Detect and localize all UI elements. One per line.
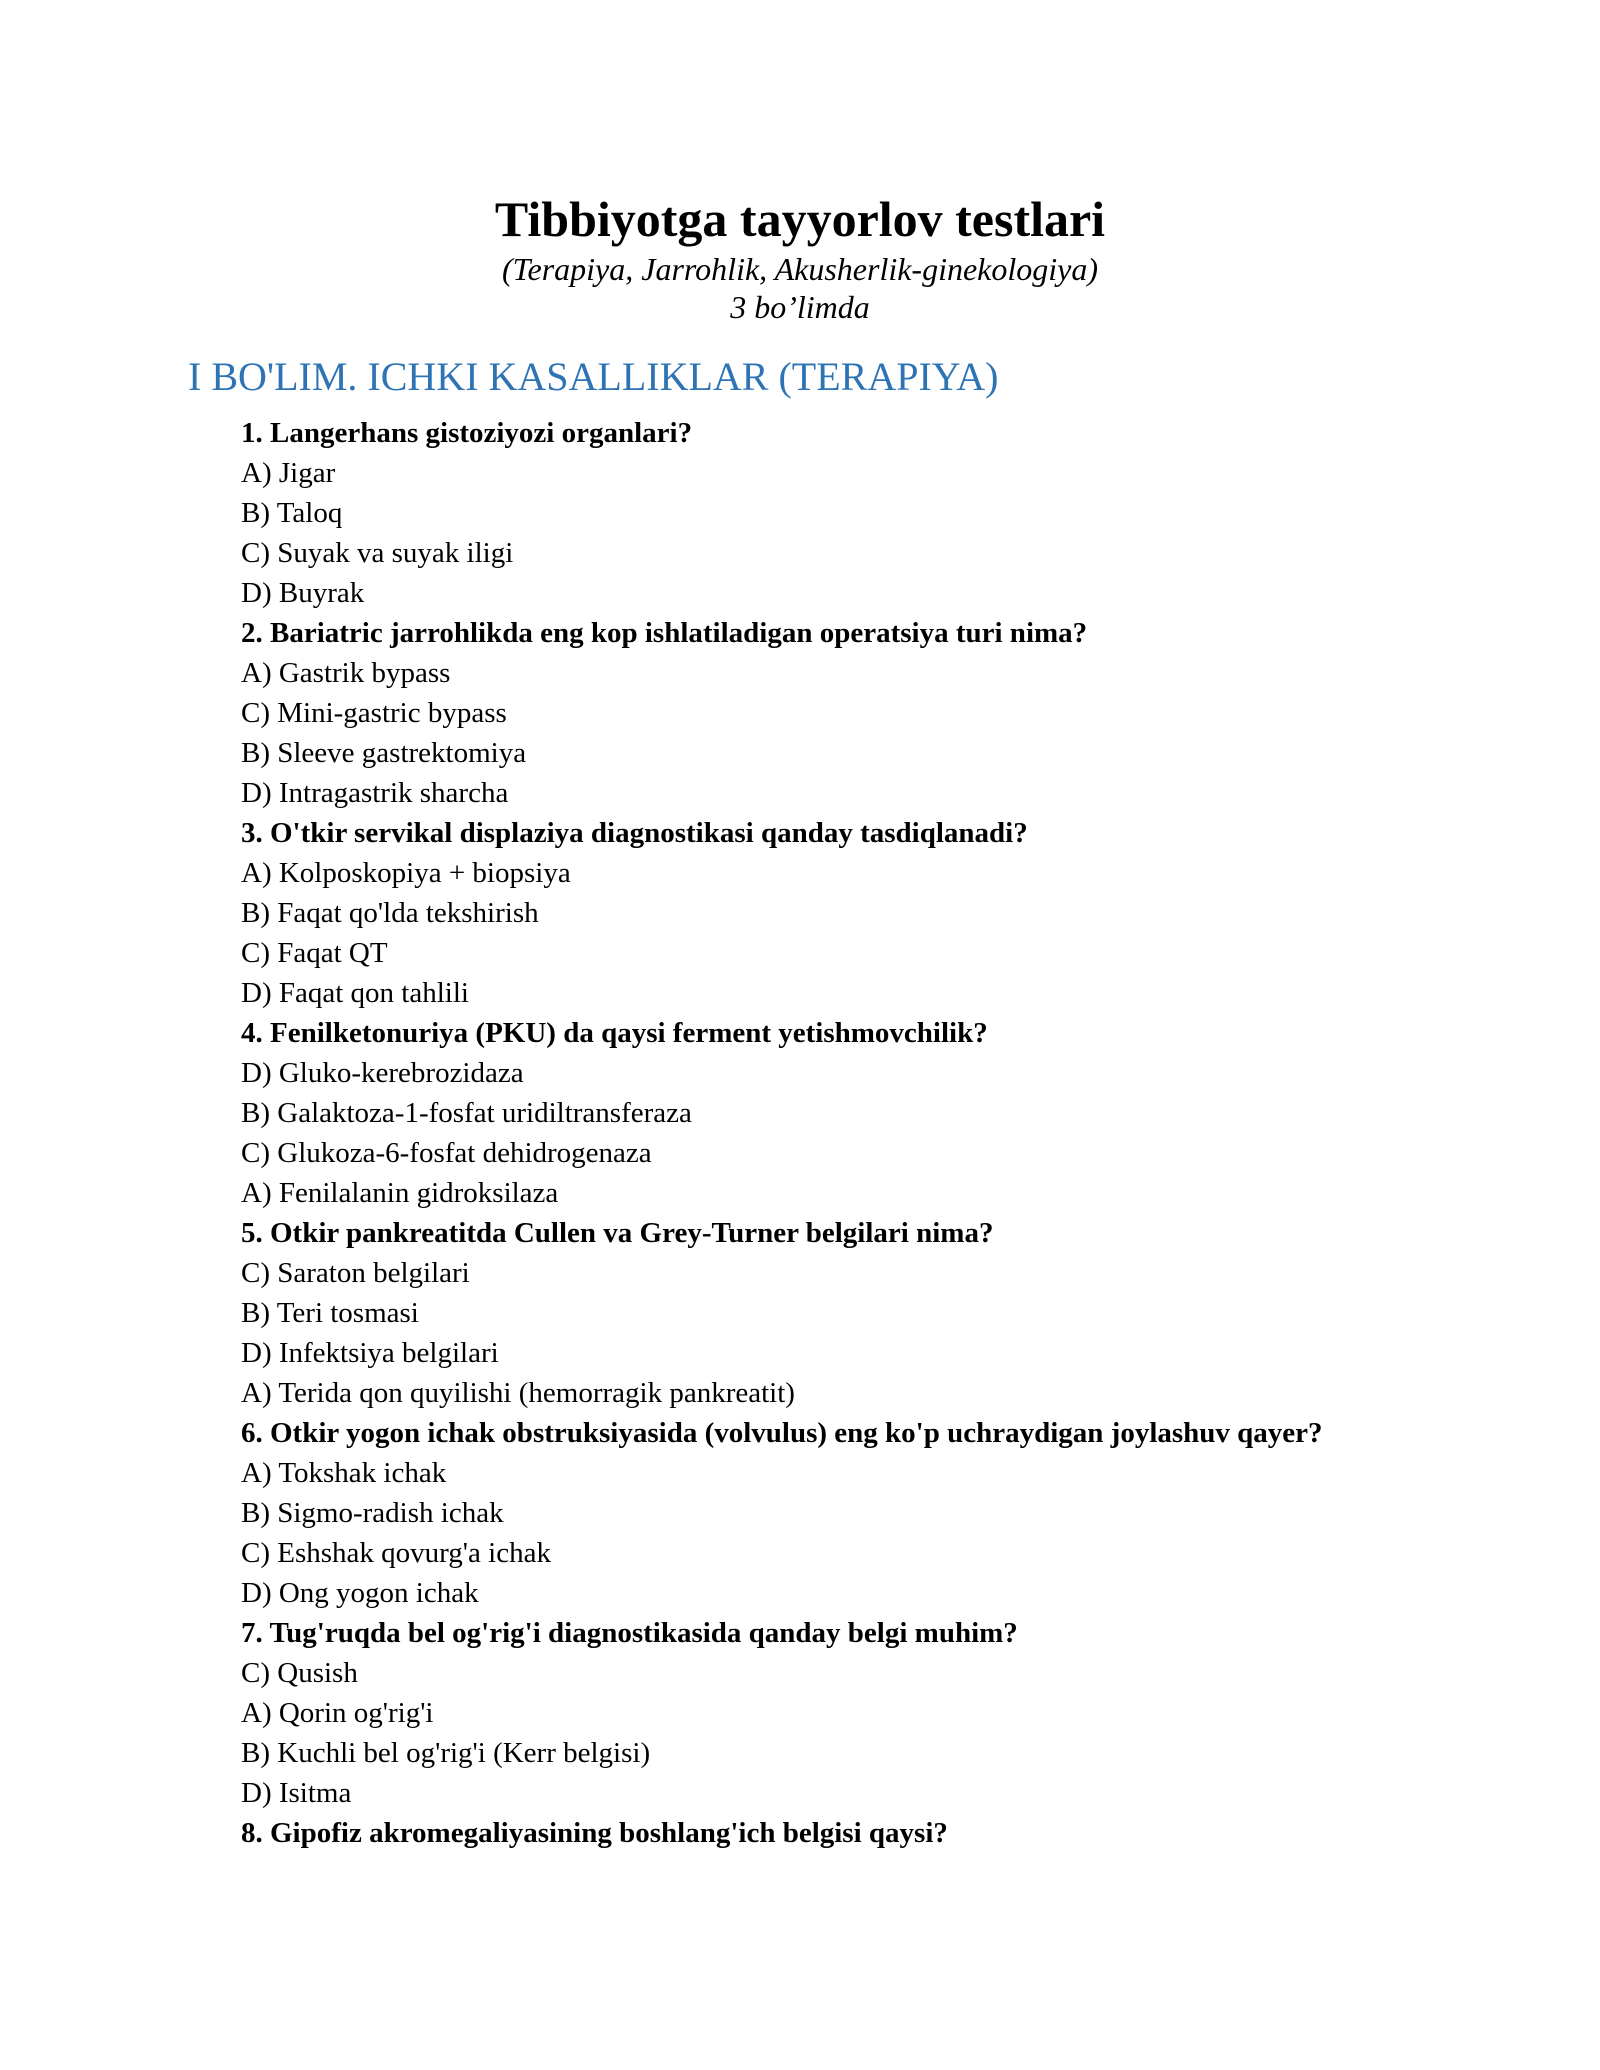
- answer-option: B) Kuchli bel og'rig'i (Kerr belgisi): [241, 1737, 651, 1769]
- section-heading: I BO'LIM. ICHKI KASALLIKLAR (TERAPIYA): [188, 354, 999, 399]
- answer-option: D) Faqat qon tahlili: [241, 977, 469, 1009]
- document-title: Tibbiyotga tayyorlov testlari: [494, 191, 1106, 247]
- answer-option: D) Intragastrik sharcha: [241, 777, 509, 809]
- answer-option: B) Faqat qo'lda tekshirish: [241, 897, 539, 929]
- answer-option: D) Isitma: [241, 1777, 352, 1809]
- answer-option: A) Jigar: [241, 457, 336, 489]
- answer-option: C) Mini-gastric bypass: [241, 697, 507, 729]
- question-text: 4. Fenilketonuriya (PKU) da qaysi ferment yetishmovchilik?: [241, 1017, 988, 1049]
- answer-option: D) Ong yogon ichak: [241, 1577, 479, 1609]
- answer-option: C) Eshshak qovurg'a ichak: [241, 1537, 551, 1569]
- question-5: [241, 1213, 1501, 1413]
- answer-option: B) Taloq: [241, 497, 343, 529]
- answer-option: C) Qusish: [241, 1657, 358, 1689]
- answer-option: A) Qorin og'rig'i: [241, 1697, 434, 1729]
- answer-option: C) Suyak va suyak iligi: [241, 537, 514, 569]
- document-subtitle: (Terapiya, Jarrohlik, Akusherlik-ginekologiya): [501, 251, 1099, 287]
- answer-option: A) Gastrik bypass: [241, 657, 451, 689]
- question-text: 6. Otkir yogon ichak obstruksiyasida (volvulus) eng ko'p uchraydigan joylashuv qayer?: [241, 1417, 1323, 1449]
- answer-option: C) Saraton belgilari: [241, 1257, 470, 1289]
- question-text: 3. O'tkir servikal displaziya diagnostikasi qanday tasdiqlanadi?: [241, 817, 1028, 849]
- document-header: [0, 188, 1600, 326]
- document-parts-note: 3 bo’limda: [730, 289, 870, 325]
- question-text: 2. Bariatric jarrohlikda eng kop ishlatiladigan operatsiya turi nima?: [241, 617, 1088, 649]
- answer-option: C) Faqat QT: [241, 937, 388, 969]
- question-text: 5. Otkir pankreatitda Cullen va Grey-Turner belgilari nima?: [241, 1217, 994, 1249]
- question-4: [241, 1013, 1501, 1213]
- answer-option: B) Teri tosmasi: [241, 1297, 419, 1329]
- question-text: 1. Langerhans gistoziyozi organlari?: [241, 417, 693, 449]
- answer-option: B) Galaktoza-1-fosfat uridiltransferaza: [241, 1097, 692, 1129]
- question-6: [241, 1413, 1501, 1613]
- answer-option: D) Gluko-kerebrozidaza: [241, 1057, 524, 1089]
- question-list: [241, 413, 1501, 1853]
- answer-option: B) Sigmo-radish ichak: [241, 1497, 504, 1529]
- answer-option: C) Glukoza-6-fosfat dehidrogenaza: [241, 1137, 652, 1169]
- question-7: [241, 1613, 1501, 1813]
- answer-option: A) Fenilalanin gidroksilaza: [241, 1177, 559, 1209]
- question-8: [241, 1813, 1501, 1853]
- answer-option: A) Kolposkopiya + biopsiya: [241, 857, 571, 889]
- answer-option: D) Infektsiya belgilari: [241, 1337, 499, 1369]
- answer-option: A) Tokshak ichak: [241, 1457, 447, 1489]
- question-2: [241, 613, 1501, 813]
- question-1: [241, 413, 1501, 613]
- question-text: 8. Gipofiz akromegaliyasining boshlang'ich belgisi qaysi?: [241, 1817, 948, 1849]
- question-3: [241, 813, 1501, 1013]
- answer-option: D) Buyrak: [241, 577, 365, 609]
- answer-option: A) Terida qon quyilishi (hemorragik pankreatit): [241, 1377, 795, 1409]
- question-text: 7. Tug'ruqda bel og'rig'i diagnostikasida qanday belgi muhim?: [241, 1617, 1018, 1649]
- answer-option: B) Sleeve gastrektomiya: [241, 737, 527, 769]
